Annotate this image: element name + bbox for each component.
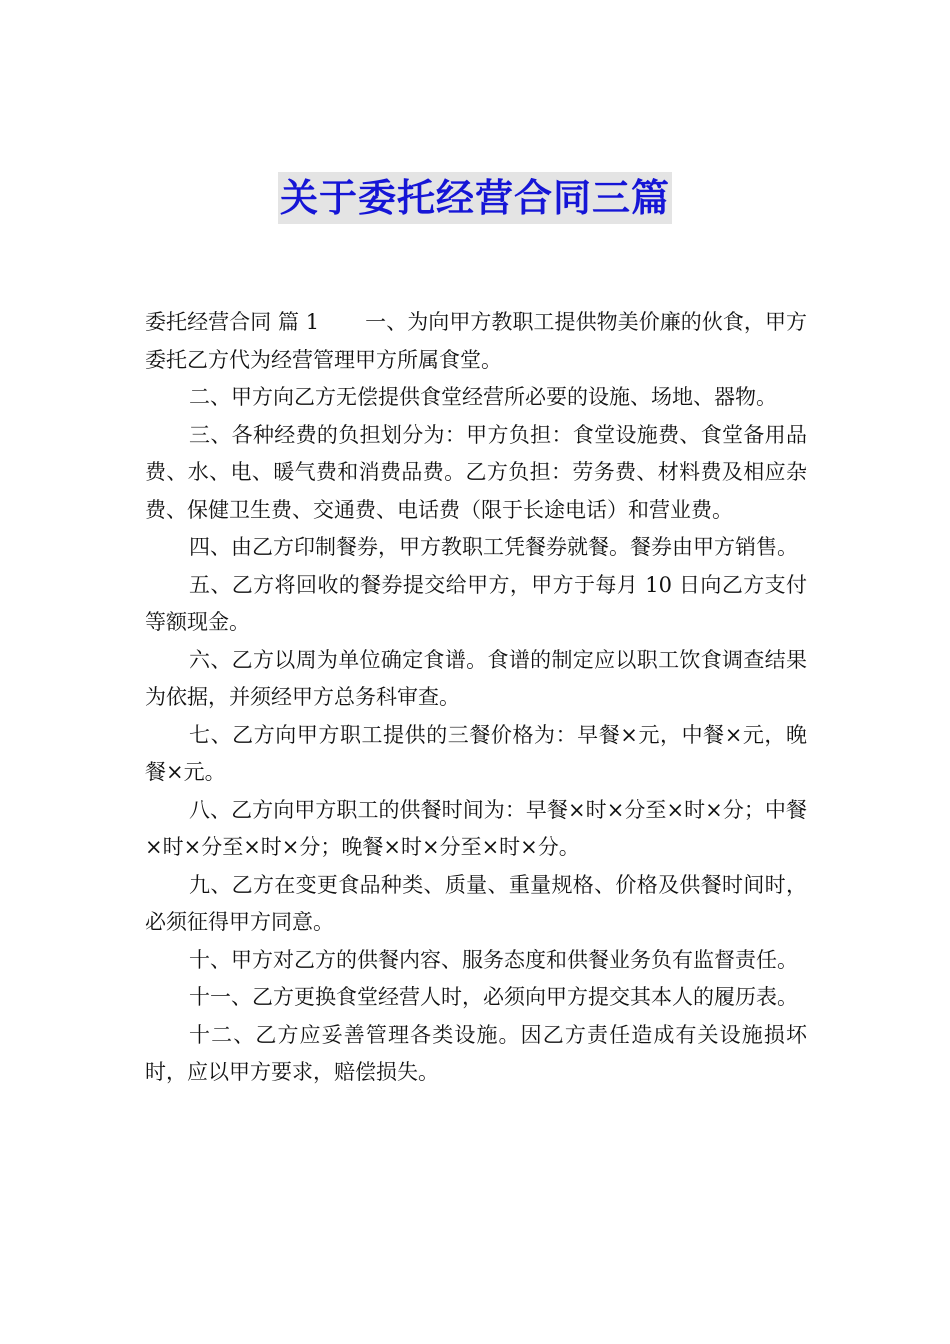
section-heading: 委托经营合同 篇 1 bbox=[145, 310, 320, 334]
paragraph-11: 十一、乙方更换食堂经营人时，必须向甲方提交其本人的履历表。 bbox=[189, 985, 798, 1009]
paragraph-3: 三、各种经费的负担划分为：甲方负担：食堂设施费、食堂备用品费、水、电、暖气费和消费品费。乙方负担：劳务费、材料费及相应杂费、保健卫生费、交通费、电话费（限于长途电话）和营业费。 bbox=[145, 422, 807, 522]
paragraph-12: 十二、乙方应妥善管理各类设施。因乙方责任造成有关设施损坏时，应以甲方要求，赔偿损失。 bbox=[145, 1022, 807, 1084]
document-title bbox=[0, 172, 950, 224]
paragraph-8: 八、乙方向甲方职工的供餐时间为：早餐×时×分至×时×分；中餐×时×分至×时×分；晚餐×时×分至×时×分。 bbox=[145, 797, 807, 859]
document-body bbox=[145, 304, 807, 1092]
paragraph-7: 七、乙方向甲方职工提供的三餐价格为：早餐×元，中餐×元，晚餐×元。 bbox=[145, 722, 807, 784]
paragraph-4: 四、由乙方印制餐券，甲方教职工凭餐券就餐。餐券由甲方销售。 bbox=[189, 535, 798, 559]
paragraph-6: 六、乙方以周为单位确定食谱。食谱的制定应以职工饮食调查结果为依据，并须经甲方总务科审查。 bbox=[145, 647, 807, 709]
paragraph-5: 五、乙方将回收的餐券提交给甲方，甲方于每月 10 日向乙方支付等额现金。 bbox=[145, 572, 807, 634]
paragraph-9: 九、乙方在变更食品种类、质量、重量规格、价格及供餐时间时，必须征得甲方同意。 bbox=[145, 872, 807, 934]
clause-text: 一、为向甲方教职工提供物美价廉的伙食，甲方委托乙方代为经营管理甲方所属食堂。 bbox=[145, 310, 808, 372]
paragraph-2: 二、甲方向乙方无偿提供食堂经营所必要的设施、场地、器物。 bbox=[189, 385, 777, 409]
paragraph-1 bbox=[145, 304, 807, 379]
document-title-text: 关于委托经营合同三篇 bbox=[278, 172, 672, 224]
paragraph-10: 十、甲方对乙方的供餐内容、服务态度和供餐业务负有监督责任。 bbox=[189, 947, 798, 972]
